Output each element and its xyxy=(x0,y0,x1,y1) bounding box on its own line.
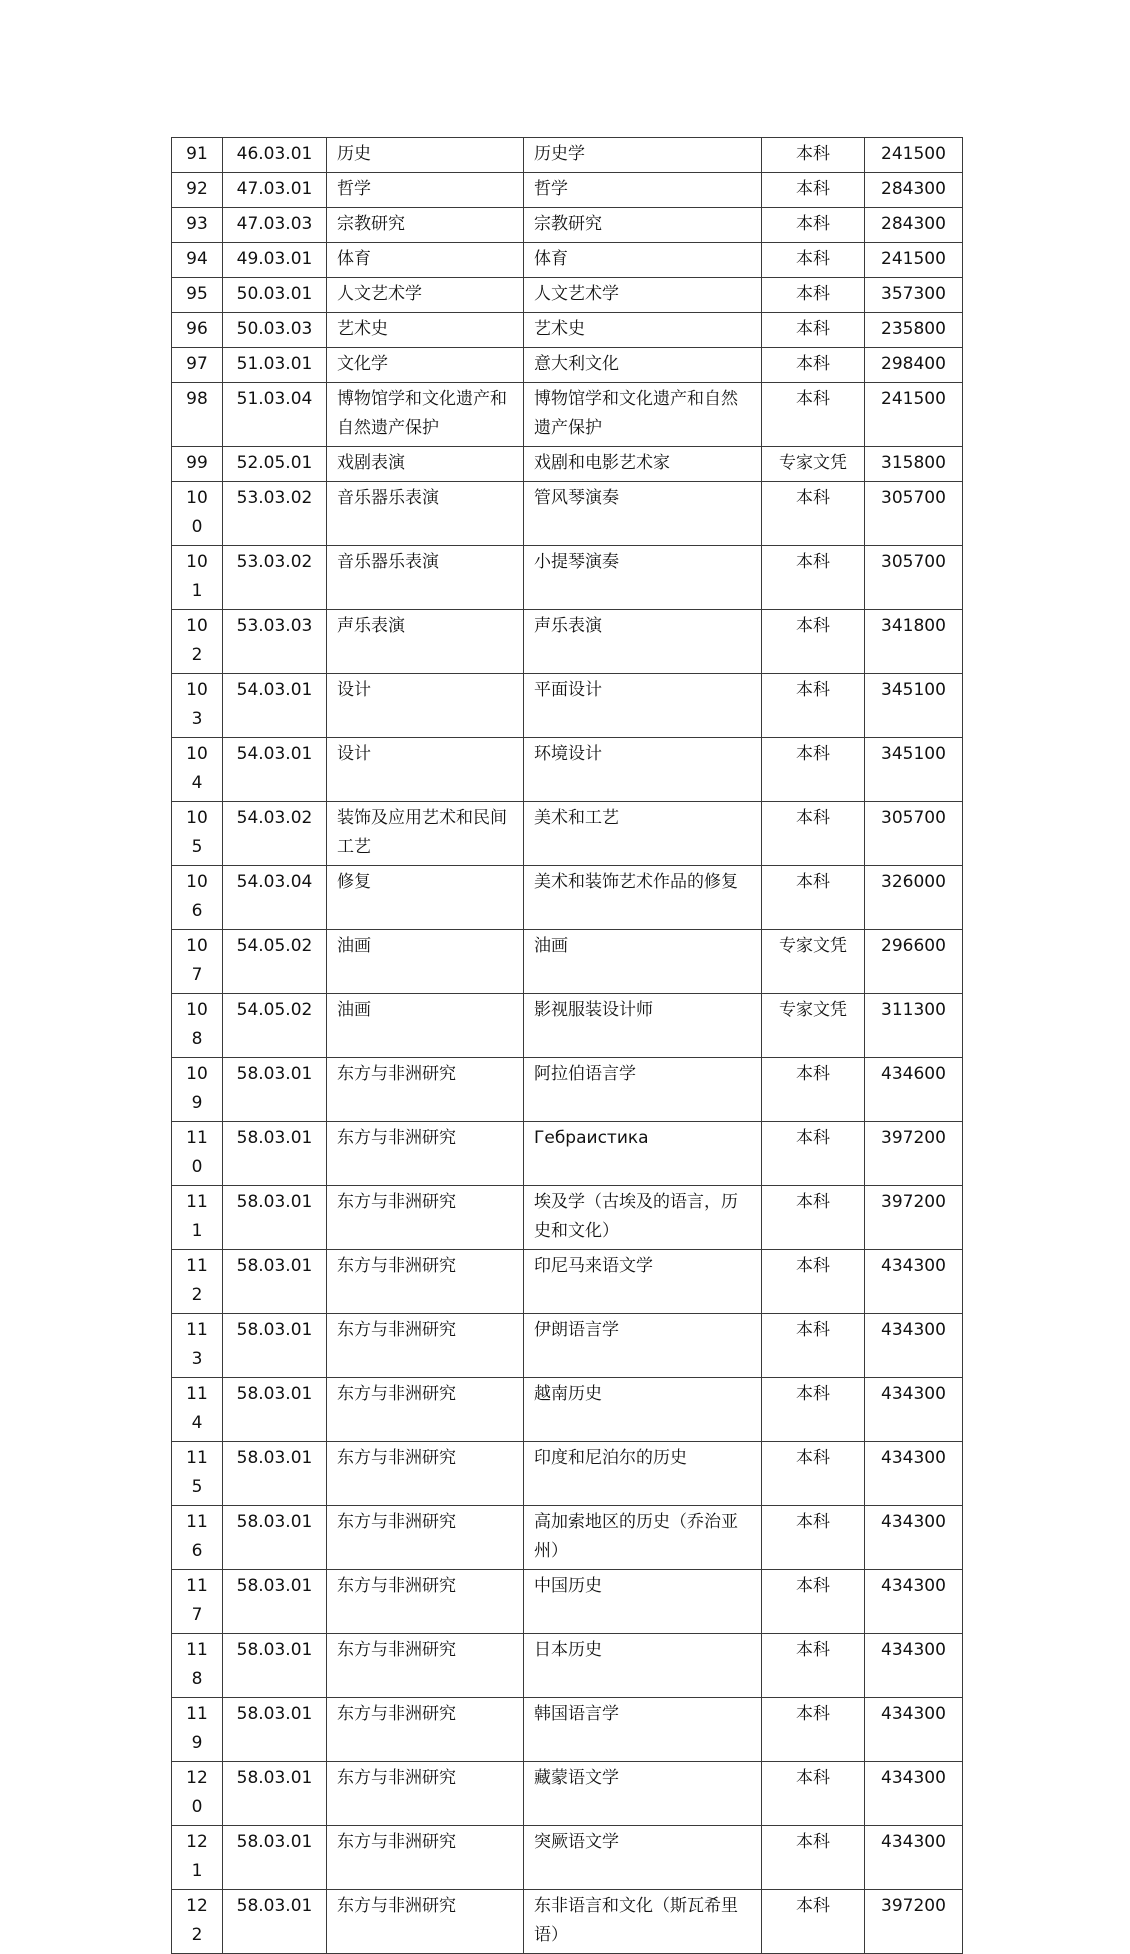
degree-level-cell: 专家文凭 xyxy=(762,930,865,994)
table-row xyxy=(172,738,963,802)
degree-level-cell: 专家文凭 xyxy=(762,447,865,482)
table-row xyxy=(172,1762,963,1826)
row-number-cell: 109 xyxy=(172,1058,223,1122)
table-row xyxy=(172,138,963,173)
tuition-fee-cell: 296600 xyxy=(865,930,963,994)
degree-level-cell: 本科 xyxy=(762,348,865,383)
row-number-cell: 121 xyxy=(172,1826,223,1890)
tuition-fee-cell: 241500 xyxy=(865,138,963,173)
table-row xyxy=(172,1378,963,1442)
degree-level-cell: 本科 xyxy=(762,1186,865,1250)
degree-level-cell: 本科 xyxy=(762,138,865,173)
program-name-cell: 突厥语文学 xyxy=(524,1826,762,1890)
table-row xyxy=(172,866,963,930)
tuition-fee-cell: 315800 xyxy=(865,447,963,482)
row-number-cell: 95 xyxy=(172,278,223,313)
degree-level-cell: 本科 xyxy=(762,278,865,313)
program-code-cell: 51.03.01 xyxy=(223,348,327,383)
program-name-cell: 管风琴演奏 xyxy=(524,482,762,546)
degree-level-cell: 本科 xyxy=(762,1122,865,1186)
study-direction-cell: 东方与非洲研究 xyxy=(327,1570,524,1634)
row-number-cell: 110 xyxy=(172,1122,223,1186)
tuition-fee-cell: 284300 xyxy=(865,173,963,208)
tuition-fee-cell: 397200 xyxy=(865,1890,963,1954)
program-code-cell: 47.03.03 xyxy=(223,208,327,243)
program-code-cell: 58.03.01 xyxy=(223,1250,327,1314)
program-code-cell: 46.03.01 xyxy=(223,138,327,173)
tuition-fee-cell: 305700 xyxy=(865,546,963,610)
program-code-cell: 54.03.04 xyxy=(223,866,327,930)
program-code-cell: 53.03.02 xyxy=(223,546,327,610)
study-direction-cell: 东方与非洲研究 xyxy=(327,1442,524,1506)
row-number-cell: 113 xyxy=(172,1314,223,1378)
row-number-cell: 114 xyxy=(172,1378,223,1442)
table-row xyxy=(172,1634,963,1698)
tuition-fee-cell: 345100 xyxy=(865,738,963,802)
table-row xyxy=(172,482,963,546)
program-name-cell: 环境设计 xyxy=(524,738,762,802)
program-name-cell: 宗教研究 xyxy=(524,208,762,243)
row-number-cell: 107 xyxy=(172,930,223,994)
row-number-cell: 103 xyxy=(172,674,223,738)
degree-level-cell: 本科 xyxy=(762,1378,865,1442)
program-name-cell: Гебраистика xyxy=(524,1122,762,1186)
program-code-cell: 54.03.02 xyxy=(223,802,327,866)
row-number-cell: 122 xyxy=(172,1890,223,1954)
program-name-cell: 日本历史 xyxy=(524,1634,762,1698)
row-number-cell: 105 xyxy=(172,802,223,866)
table-row xyxy=(172,208,963,243)
row-number-cell: 93 xyxy=(172,208,223,243)
table-row xyxy=(172,674,963,738)
table-row xyxy=(172,1442,963,1506)
study-direction-cell: 文化学 xyxy=(327,348,524,383)
degree-level-cell: 本科 xyxy=(762,1890,865,1954)
study-direction-cell: 宗教研究 xyxy=(327,208,524,243)
program-code-cell: 58.03.01 xyxy=(223,1058,327,1122)
row-number-cell: 104 xyxy=(172,738,223,802)
study-direction-cell: 艺术史 xyxy=(327,313,524,348)
program-code-cell: 49.03.01 xyxy=(223,243,327,278)
study-direction-cell: 东方与非洲研究 xyxy=(327,1890,524,1954)
row-number-cell: 119 xyxy=(172,1698,223,1762)
table-row xyxy=(172,383,963,447)
row-number-cell: 98 xyxy=(172,383,223,447)
program-code-cell: 58.03.01 xyxy=(223,1890,327,1954)
tuition-fee-cell: 434300 xyxy=(865,1506,963,1570)
study-direction-cell: 东方与非洲研究 xyxy=(327,1186,524,1250)
program-name-cell: 影视服装设计师 xyxy=(524,994,762,1058)
tuition-fee-cell: 434300 xyxy=(865,1378,963,1442)
tuition-fee-cell: 235800 xyxy=(865,313,963,348)
program-name-cell: 博物馆学和文化遗产和自然遗产保护 xyxy=(524,383,762,447)
study-direction-cell: 东方与非洲研究 xyxy=(327,1762,524,1826)
degree-level-cell: 本科 xyxy=(762,610,865,674)
table-row xyxy=(172,348,963,383)
program-code-cell: 52.05.01 xyxy=(223,447,327,482)
program-name-cell: 美术和装饰艺术作品的修复 xyxy=(524,866,762,930)
study-direction-cell: 音乐器乐表演 xyxy=(327,482,524,546)
program-name-cell: 高加索地区的历史（乔治亚州） xyxy=(524,1506,762,1570)
table-row xyxy=(172,546,963,610)
program-name-cell: 平面设计 xyxy=(524,674,762,738)
study-direction-cell: 设计 xyxy=(327,674,524,738)
tuition-fee-cell: 434300 xyxy=(865,1314,963,1378)
degree-level-cell: 本科 xyxy=(762,1506,865,1570)
program-code-cell: 58.03.01 xyxy=(223,1186,327,1250)
row-number-cell: 102 xyxy=(172,610,223,674)
program-code-cell: 58.03.01 xyxy=(223,1314,327,1378)
tuition-fee-cell: 345100 xyxy=(865,674,963,738)
study-direction-cell: 东方与非洲研究 xyxy=(327,1250,524,1314)
study-direction-cell: 体育 xyxy=(327,243,524,278)
program-name-cell: 阿拉伯语言学 xyxy=(524,1058,762,1122)
program-code-cell: 53.03.02 xyxy=(223,482,327,546)
tuition-fee-cell: 305700 xyxy=(865,482,963,546)
tuition-fee-cell: 434300 xyxy=(865,1762,963,1826)
programs-table xyxy=(171,137,963,1954)
program-name-cell: 韩国语言学 xyxy=(524,1698,762,1762)
degree-level-cell: 专家文凭 xyxy=(762,994,865,1058)
degree-level-cell: 本科 xyxy=(762,208,865,243)
program-code-cell: 50.03.03 xyxy=(223,313,327,348)
degree-level-cell: 本科 xyxy=(762,1634,865,1698)
program-name-cell: 历史学 xyxy=(524,138,762,173)
program-name-cell: 意大利文化 xyxy=(524,348,762,383)
program-code-cell: 54.03.01 xyxy=(223,674,327,738)
program-name-cell: 人文艺术学 xyxy=(524,278,762,313)
row-number-cell: 118 xyxy=(172,1634,223,1698)
tuition-fee-cell: 397200 xyxy=(865,1186,963,1250)
table-row xyxy=(172,243,963,278)
program-name-cell: 油画 xyxy=(524,930,762,994)
study-direction-cell: 修复 xyxy=(327,866,524,930)
study-direction-cell: 博物馆学和文化遗产和自然遗产保护 xyxy=(327,383,524,447)
tuition-fee-cell: 434300 xyxy=(865,1826,963,1890)
study-direction-cell: 东方与非洲研究 xyxy=(327,1506,524,1570)
program-name-cell: 伊朗语言学 xyxy=(524,1314,762,1378)
degree-level-cell: 本科 xyxy=(762,1762,865,1826)
tuition-fee-cell: 434600 xyxy=(865,1058,963,1122)
degree-level-cell: 本科 xyxy=(762,738,865,802)
tuition-fee-cell: 326000 xyxy=(865,866,963,930)
tuition-fee-cell: 241500 xyxy=(865,383,963,447)
program-name-cell: 哲学 xyxy=(524,173,762,208)
tuition-fee-cell: 357300 xyxy=(865,278,963,313)
study-direction-cell: 戏剧表演 xyxy=(327,447,524,482)
table-row xyxy=(172,610,963,674)
degree-level-cell: 本科 xyxy=(762,546,865,610)
program-name-cell: 艺术史 xyxy=(524,313,762,348)
degree-level-cell: 本科 xyxy=(762,173,865,208)
program-name-cell: 声乐表演 xyxy=(524,610,762,674)
programs-table-body xyxy=(172,138,963,1954)
program-code-cell: 51.03.04 xyxy=(223,383,327,447)
table-row xyxy=(172,173,963,208)
study-direction-cell: 东方与非洲研究 xyxy=(327,1058,524,1122)
table-row xyxy=(172,1698,963,1762)
study-direction-cell: 油画 xyxy=(327,994,524,1058)
row-number-cell: 99 xyxy=(172,447,223,482)
degree-level-cell: 本科 xyxy=(762,383,865,447)
tuition-fee-cell: 284300 xyxy=(865,208,963,243)
degree-level-cell: 本科 xyxy=(762,1570,865,1634)
degree-level-cell: 本科 xyxy=(762,866,865,930)
program-code-cell: 58.03.01 xyxy=(223,1762,327,1826)
program-code-cell: 53.03.03 xyxy=(223,610,327,674)
tuition-fee-cell: 434300 xyxy=(865,1570,963,1634)
program-code-cell: 58.03.01 xyxy=(223,1442,327,1506)
row-number-cell: 96 xyxy=(172,313,223,348)
table-row xyxy=(172,1314,963,1378)
program-name-cell: 东非语言和文化（斯瓦希里语） xyxy=(524,1890,762,1954)
study-direction-cell: 东方与非洲研究 xyxy=(327,1122,524,1186)
tuition-fee-cell: 434300 xyxy=(865,1698,963,1762)
tuition-fee-cell: 241500 xyxy=(865,243,963,278)
degree-level-cell: 本科 xyxy=(762,243,865,278)
degree-level-cell: 本科 xyxy=(762,1314,865,1378)
study-direction-cell: 东方与非洲研究 xyxy=(327,1698,524,1762)
program-code-cell: 58.03.01 xyxy=(223,1378,327,1442)
program-name-cell: 藏蒙语文学 xyxy=(524,1762,762,1826)
program-code-cell: 58.03.01 xyxy=(223,1506,327,1570)
program-name-cell: 美术和工艺 xyxy=(524,802,762,866)
degree-level-cell: 本科 xyxy=(762,1698,865,1762)
program-name-cell: 埃及学（古埃及的语言，历史和文化） xyxy=(524,1186,762,1250)
degree-level-cell: 本科 xyxy=(762,1250,865,1314)
table-row xyxy=(172,1826,963,1890)
program-name-cell: 小提琴演奏 xyxy=(524,546,762,610)
program-code-cell: 58.03.01 xyxy=(223,1826,327,1890)
study-direction-cell: 东方与非洲研究 xyxy=(327,1378,524,1442)
table-row xyxy=(172,278,963,313)
row-number-cell: 115 xyxy=(172,1442,223,1506)
degree-level-cell: 本科 xyxy=(762,482,865,546)
tuition-fee-cell: 434300 xyxy=(865,1634,963,1698)
study-direction-cell: 声乐表演 xyxy=(327,610,524,674)
tuition-fee-cell: 311300 xyxy=(865,994,963,1058)
degree-level-cell: 本科 xyxy=(762,1058,865,1122)
program-code-cell: 54.03.01 xyxy=(223,738,327,802)
table-row xyxy=(172,1186,963,1250)
study-direction-cell: 哲学 xyxy=(327,173,524,208)
table-row xyxy=(172,447,963,482)
table-row xyxy=(172,994,963,1058)
program-name-cell: 印尼马来语文学 xyxy=(524,1250,762,1314)
tuition-fee-cell: 341800 xyxy=(865,610,963,674)
row-number-cell: 117 xyxy=(172,1570,223,1634)
table-row xyxy=(172,1570,963,1634)
program-code-cell: 58.03.01 xyxy=(223,1634,327,1698)
study-direction-cell: 东方与非洲研究 xyxy=(327,1826,524,1890)
row-number-cell: 91 xyxy=(172,138,223,173)
degree-level-cell: 本科 xyxy=(762,674,865,738)
tuition-fee-cell: 298400 xyxy=(865,348,963,383)
row-number-cell: 97 xyxy=(172,348,223,383)
table-row xyxy=(172,930,963,994)
table-row xyxy=(172,1058,963,1122)
program-code-cell: 54.05.02 xyxy=(223,994,327,1058)
program-name-cell: 中国历史 xyxy=(524,1570,762,1634)
tuition-fee-cell: 434300 xyxy=(865,1250,963,1314)
study-direction-cell: 历史 xyxy=(327,138,524,173)
row-number-cell: 116 xyxy=(172,1506,223,1570)
study-direction-cell: 东方与非洲研究 xyxy=(327,1634,524,1698)
program-code-cell: 58.03.01 xyxy=(223,1698,327,1762)
study-direction-cell: 人文艺术学 xyxy=(327,278,524,313)
study-direction-cell: 油画 xyxy=(327,930,524,994)
program-name-cell: 戏剧和电影艺术家 xyxy=(524,447,762,482)
row-number-cell: 120 xyxy=(172,1762,223,1826)
table-row xyxy=(172,1122,963,1186)
row-number-cell: 111 xyxy=(172,1186,223,1250)
program-name-cell: 体育 xyxy=(524,243,762,278)
table-row xyxy=(172,802,963,866)
degree-level-cell: 本科 xyxy=(762,1442,865,1506)
program-code-cell: 58.03.01 xyxy=(223,1122,327,1186)
row-number-cell: 94 xyxy=(172,243,223,278)
program-code-cell: 47.03.01 xyxy=(223,173,327,208)
row-number-cell: 106 xyxy=(172,866,223,930)
row-number-cell: 101 xyxy=(172,546,223,610)
row-number-cell: 108 xyxy=(172,994,223,1058)
study-direction-cell: 音乐器乐表演 xyxy=(327,546,524,610)
row-number-cell: 112 xyxy=(172,1250,223,1314)
degree-level-cell: 本科 xyxy=(762,313,865,348)
row-number-cell: 100 xyxy=(172,482,223,546)
table-row xyxy=(172,313,963,348)
table-row xyxy=(172,1506,963,1570)
degree-level-cell: 本科 xyxy=(762,802,865,866)
study-direction-cell: 东方与非洲研究 xyxy=(327,1314,524,1378)
table-row xyxy=(172,1250,963,1314)
program-name-cell: 印度和尼泊尔的历史 xyxy=(524,1442,762,1506)
table-row xyxy=(172,1890,963,1954)
tuition-fee-cell: 434300 xyxy=(865,1442,963,1506)
program-name-cell: 越南历史 xyxy=(524,1378,762,1442)
program-code-cell: 58.03.01 xyxy=(223,1570,327,1634)
program-code-cell: 50.03.01 xyxy=(223,278,327,313)
study-direction-cell: 设计 xyxy=(327,738,524,802)
tuition-fee-cell: 397200 xyxy=(865,1122,963,1186)
program-code-cell: 54.05.02 xyxy=(223,930,327,994)
row-number-cell: 92 xyxy=(172,173,223,208)
study-direction-cell: 装饰及应用艺术和民间工艺 xyxy=(327,802,524,866)
tuition-fee-cell: 305700 xyxy=(865,802,963,866)
degree-level-cell: 本科 xyxy=(762,1826,865,1890)
